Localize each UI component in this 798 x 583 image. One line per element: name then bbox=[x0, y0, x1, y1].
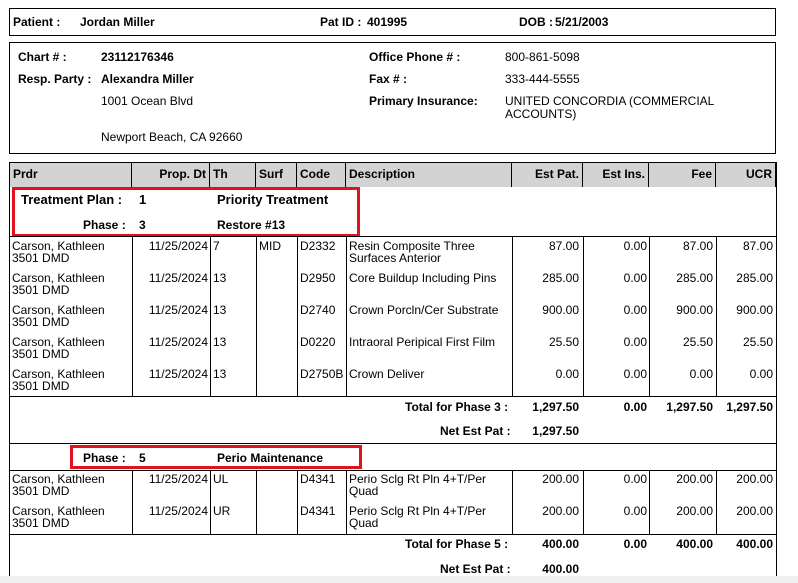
cell-prdr1: Carson, Kathleen bbox=[12, 303, 105, 317]
cell-prdr1: Carson, Kathleen bbox=[12, 335, 105, 349]
table-right-border bbox=[776, 162, 777, 583]
address-line-2: Newport Beach, CA 92660 bbox=[101, 130, 243, 144]
phase-5-label: Phase : bbox=[83, 451, 126, 465]
cell-date: 11/25/2024 bbox=[148, 271, 208, 285]
cell-th: UL bbox=[213, 472, 229, 486]
col-divider bbox=[297, 236, 298, 396]
cell-est-pat: 0.00 bbox=[555, 367, 579, 381]
col-fee: Fee bbox=[649, 163, 716, 187]
cell-ucr: 87.00 bbox=[742, 239, 773, 253]
cell-est-ins: 0.00 bbox=[623, 335, 647, 349]
cell-fee: 0.00 bbox=[689, 367, 713, 381]
insurance-line-1: UNITED CONCORDIA (COMMERCIAL bbox=[505, 94, 715, 108]
cell-code: D4341 bbox=[300, 472, 336, 486]
cell-est-ins: 0.00 bbox=[623, 504, 647, 518]
cell-est-pat: 25.50 bbox=[548, 335, 579, 349]
cell-desc1: Perio Sclg Rt Pln 4+T/Per bbox=[349, 472, 487, 486]
resp-party-label: Resp. Party : bbox=[18, 72, 92, 86]
cell-prdr1: Carson, Kathleen bbox=[12, 472, 105, 486]
cell-code: D4341 bbox=[300, 504, 336, 518]
phase-5-net-est-pat: 400.00 bbox=[542, 562, 579, 576]
cell-prdr2: 3501 DMD bbox=[12, 283, 70, 297]
col-est-pat: Est Pat. bbox=[512, 163, 583, 187]
cell-th: 7 bbox=[213, 239, 220, 253]
phase-5-total-fee: 400.00 bbox=[676, 537, 713, 551]
col-ucr: UCR bbox=[716, 163, 776, 187]
col-prdr: Prdr bbox=[10, 163, 132, 187]
phase-3-net-est-pat: 1,297.50 bbox=[532, 424, 579, 438]
cell-date: 11/25/2024 bbox=[148, 303, 208, 317]
address-line-1: 1001 Ocean Blvd bbox=[101, 94, 194, 108]
phase-3-net-label: Net Est Pat : bbox=[440, 424, 511, 438]
phase-5-total-label: Total for Phase 5 : bbox=[405, 537, 509, 551]
cell-ucr: 900.00 bbox=[736, 303, 773, 317]
cell-prdr2: 3501 DMD bbox=[12, 315, 70, 329]
cell-fee: 200.00 bbox=[676, 504, 713, 518]
cell-est-ins: 0.00 bbox=[623, 271, 647, 285]
phase-5-total-est-pat: 400.00 bbox=[542, 537, 579, 551]
patient-label: Patient : bbox=[13, 15, 61, 29]
col-divider bbox=[210, 236, 211, 396]
pat-id: 401995 bbox=[367, 15, 408, 29]
phase-3-total-ucr: 1,297.50 bbox=[726, 400, 773, 414]
pat-id-label: Pat ID : bbox=[320, 15, 362, 29]
phase-3-label: Phase : bbox=[83, 218, 126, 232]
cell-prdr1: Carson, Kathleen bbox=[12, 504, 105, 518]
cell-ucr: 25.50 bbox=[742, 335, 773, 349]
dob: 5/21/2003 bbox=[555, 15, 609, 29]
col-prop-dt: Prop. Dt bbox=[132, 163, 210, 187]
cell-date: 11/25/2024 bbox=[148, 472, 208, 486]
cell-code: D2950 bbox=[300, 271, 336, 285]
phase-3-total-fee: 1,297.50 bbox=[666, 400, 713, 414]
col-code: Code bbox=[297, 163, 346, 187]
cell-est-ins: 0.00 bbox=[623, 239, 647, 253]
cell-prdr2: 3501 DMD bbox=[12, 516, 70, 530]
cell-desc1: Crown Porcln/Cer Substrate bbox=[349, 303, 499, 317]
cell-date: 11/25/2024 bbox=[148, 367, 208, 381]
office-phone-label: Office Phone # : bbox=[369, 50, 461, 64]
treatment-plan-label: Treatment Plan : bbox=[21, 192, 123, 207]
resp-party-value: Alexandra Miller bbox=[101, 72, 194, 86]
insurance-label: Primary Insurance: bbox=[369, 94, 478, 108]
phase-5-total-ucr: 400.00 bbox=[736, 537, 773, 551]
page-bottom-edge bbox=[0, 576, 798, 583]
cell-code: D2750B bbox=[300, 367, 344, 381]
patient-name: Jordan Miller bbox=[80, 15, 155, 29]
cell-date: 11/25/2024 bbox=[148, 239, 208, 253]
cell-est-pat: 900.00 bbox=[542, 303, 579, 317]
cell-th: 13 bbox=[213, 303, 227, 317]
cell-desc1: Crown Deliver bbox=[349, 367, 425, 381]
cell-fee: 87.00 bbox=[682, 239, 713, 253]
cell-est-ins: 0.00 bbox=[623, 472, 647, 486]
cell-prdr2: 3501 DMD bbox=[12, 484, 70, 498]
phase-5-rows-top bbox=[9, 470, 777, 471]
col-divider bbox=[210, 470, 211, 534]
insurance-line-2: ACCOUNTS) bbox=[505, 107, 577, 121]
col-divider bbox=[297, 470, 298, 534]
col-divider bbox=[346, 470, 347, 534]
office-phone: 800-861-5098 bbox=[505, 50, 580, 64]
cell-prdr2: 3501 DMD bbox=[12, 347, 70, 361]
cell-prdr2: 3501 DMD bbox=[12, 251, 70, 265]
cell-ucr: 200.00 bbox=[736, 504, 773, 518]
col-description: Description bbox=[346, 163, 512, 187]
treatment-plan-name: Priority Treatment bbox=[217, 192, 329, 207]
phase-5-total-est-ins: 0.00 bbox=[623, 537, 647, 551]
cell-est-pat: 200.00 bbox=[542, 504, 579, 518]
cell-est-pat: 285.00 bbox=[542, 271, 579, 285]
cell-date: 11/25/2024 bbox=[148, 504, 208, 518]
cell-desc1: Perio Sclg Rt Pln 4+T/Per bbox=[349, 504, 487, 518]
cell-prdr2: 3501 DMD bbox=[12, 379, 70, 393]
cell-fee: 900.00 bbox=[676, 303, 713, 317]
phase-3-number: 3 bbox=[139, 218, 146, 232]
phase-5-rows-bottom bbox=[9, 534, 777, 535]
cell-code: D0220 bbox=[300, 335, 336, 349]
cell-ucr: 285.00 bbox=[736, 271, 773, 285]
cell-th: 13 bbox=[213, 367, 227, 381]
cell-fee: 285.00 bbox=[676, 271, 713, 285]
phase-5-net-label: Net Est Pat : bbox=[440, 562, 511, 576]
dob-label: DOB : bbox=[519, 15, 553, 29]
cell-est-ins: 0.00 bbox=[623, 303, 647, 317]
cell-fee: 200.00 bbox=[676, 472, 713, 486]
cell-desc1: Resin Composite Three bbox=[349, 239, 475, 253]
col-divider bbox=[256, 470, 257, 534]
cell-prdr1: Carson, Kathleen bbox=[12, 367, 105, 381]
cell-desc2: Surfaces Anterior bbox=[349, 251, 442, 265]
cell-desc2: Quad bbox=[349, 484, 379, 498]
col-th: Th bbox=[210, 163, 256, 187]
col-surf: Surf bbox=[256, 163, 297, 187]
chart-label: Chart # : bbox=[18, 50, 67, 64]
fax: 333-444-5555 bbox=[505, 72, 580, 86]
cell-ucr: 0.00 bbox=[749, 367, 773, 381]
cell-ucr: 200.00 bbox=[736, 472, 773, 486]
cell-est-pat: 87.00 bbox=[548, 239, 579, 253]
phase-5-number: 5 bbox=[139, 451, 146, 465]
cell-desc1: Core Buildup Including Pins bbox=[349, 271, 497, 285]
cell-th: UR bbox=[213, 504, 231, 518]
fax-label: Fax # : bbox=[369, 72, 408, 86]
phase-5-separator bbox=[9, 443, 777, 444]
phase-3-total-est-ins: 0.00 bbox=[623, 400, 647, 414]
phase-3-total-est-pat: 1,297.50 bbox=[532, 400, 579, 414]
cell-surf: MID bbox=[259, 239, 281, 253]
phase-3-total-label: Total for Phase 3 : bbox=[405, 400, 509, 414]
phase-3-rows-bottom bbox=[9, 396, 777, 397]
treatment-plan-number: 1 bbox=[139, 192, 147, 207]
cell-code: D2740 bbox=[300, 303, 336, 317]
cell-th: 13 bbox=[213, 335, 227, 349]
cell-prdr1: Carson, Kathleen bbox=[12, 271, 105, 285]
cell-est-pat: 200.00 bbox=[542, 472, 579, 486]
cell-date: 11/25/2024 bbox=[148, 335, 208, 349]
cell-desc1: Intraoral Peripical First Film bbox=[349, 335, 496, 349]
cell-th: 13 bbox=[213, 271, 227, 285]
chart-value: 23112176346 bbox=[101, 50, 174, 64]
col-divider bbox=[346, 236, 347, 396]
phase-5-name: Perio Maintenance bbox=[217, 451, 324, 465]
table-left-border bbox=[9, 162, 10, 583]
cell-code: D2332 bbox=[300, 239, 336, 253]
phase-3-name: Restore #13 bbox=[217, 218, 286, 232]
cell-est-ins: 0.00 bbox=[623, 367, 647, 381]
cell-desc2: Quad bbox=[349, 516, 379, 530]
phase-3-rows-top bbox=[9, 236, 777, 237]
col-est-ins: Est Ins. bbox=[583, 163, 649, 187]
col-divider bbox=[256, 236, 257, 396]
cell-prdr1: Carson, Kathleen bbox=[12, 239, 105, 253]
cell-fee: 25.50 bbox=[682, 335, 713, 349]
